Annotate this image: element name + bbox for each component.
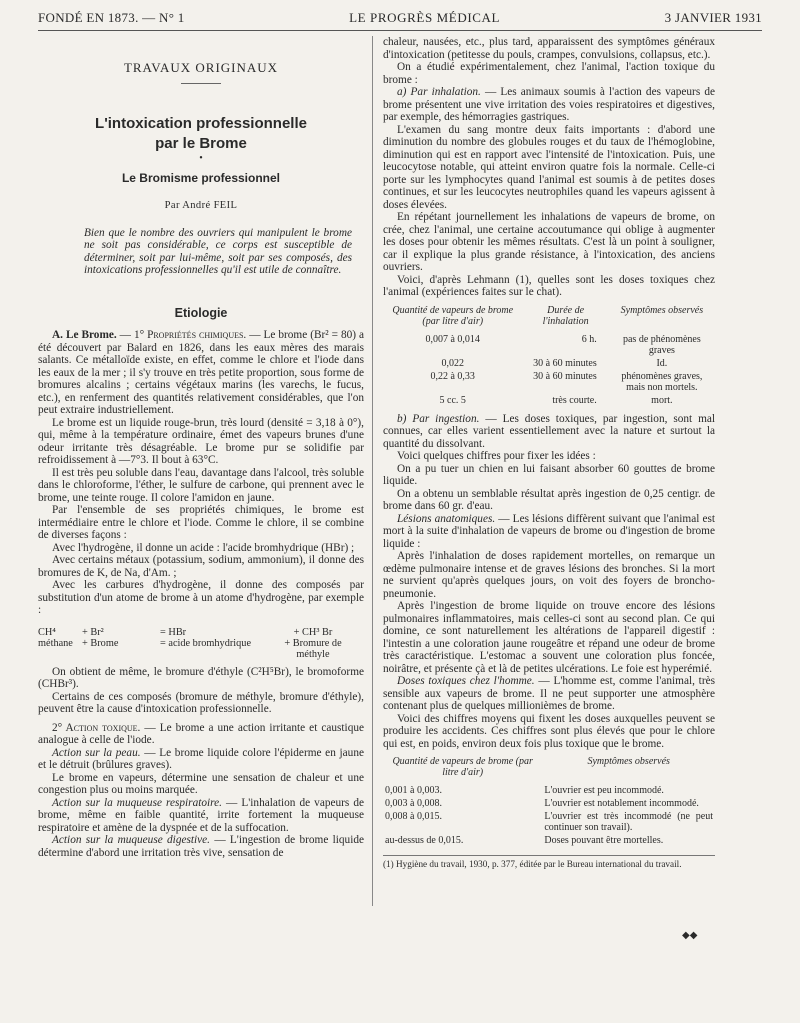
table-header: Symptômes observés (620, 304, 704, 316)
ornament: ◆◆ (682, 930, 698, 941)
table-cell: Doses pouvant être mortelles. (544, 835, 664, 846)
eq-cell: + CH³ Br (293, 626, 333, 638)
paragraph: Certains de ces composés (bromure de méthyle, bromure d'éthyle), peuvent être la cause d'intoxication professionnelle. (38, 690, 364, 715)
a-smallcaps: 1° Propriétés chimiques. (133, 329, 247, 341)
paragraph: Le brome en vapeurs, détermine une sensation de chaleur et une congestion plus ou moins marquée. (38, 771, 364, 796)
paragraph: On a étudié expérimentalement, chez l'animal, l'action toxique du brome : (383, 61, 715, 86)
paragraph: En répétant journellement les inhalations de vapeurs de brome, on crée, chez l'animal, une certaine accoutumance qui oblige à augmenter les doses pour obtenir les mêmes résultats. C'est là un point à souligner, car il explique la plus grande résistance, à l'intoxication, des anciens ouvriers. (383, 211, 715, 273)
table-cell: Id. (656, 357, 668, 369)
dig-label: Action sur la muqueuse digestive. (52, 834, 211, 846)
running-header (38, 10, 762, 26)
table-cell: L'ouvrier est notablement incommodé. (544, 798, 699, 809)
paragraph: Après l'ingestion de brome liquide on trouve encore des lésions pulmonaires inflammatoires, mais celles-ci sont au second plan. Ce qui domine, ce sont naturellement les altérations de l'appareil digestif : l'intestin a une coloration jaune rougeâtre et répand une odeur de brome très caractéristique. L'estomac a souvent une coloration plus foncée, noirâtre, et présente çà et là de petites ulcérations. Le foie est hyperémié. (383, 600, 715, 675)
eq-cell: = acide bromhydrique (160, 637, 252, 649)
paragraph-homme (383, 675, 715, 713)
paragraph-resp (38, 797, 364, 835)
header-rule (38, 30, 762, 31)
table-row (383, 810, 715, 834)
left-column (38, 40, 364, 859)
article-title (38, 114, 364, 154)
eq-cell: + Brome (82, 637, 119, 649)
tox-smallcaps: 2° Action toxique. (52, 721, 141, 734)
paragraph: chaleur, nausées, etc., plus tard, apparaissent des symptômes généraux d'intoxication (petitesse du pouls, crampes, convulsions, collapsus, etc.). (383, 36, 715, 61)
table-row (383, 834, 715, 847)
title-separator: • (199, 152, 203, 164)
footnote-rule (383, 855, 715, 856)
dig-text: — L'ingestion de brome liquide détermine d'abord une irritation très vive, sensation de (38, 834, 365, 859)
hom-label: Doses toxiques chez l'homme. (397, 675, 535, 687)
inh-label: a) Par inhalation. (397, 86, 481, 98)
table-cell: pas de phénomènes graves (622, 333, 701, 356)
chemical-equation (38, 627, 364, 660)
les-label: Lésions anatomiques. (397, 512, 496, 525)
paragraph: Avec l'hydrogène, il donne un acide : l'acide bromhydrique (HBr) ; (52, 541, 355, 554)
table-header: Quantité de vapeurs de brome (par litre d'air) (392, 304, 514, 327)
table-header: Durée de l'inhalation (542, 304, 589, 327)
table-cell: très courte. (552, 394, 597, 406)
resp-text: — L'inhalation de vapeurs de brome, même en faible quantité, irrite fortement la muqueuse respiratoire et amène de la dyspnée et de la suffocation. (38, 796, 364, 834)
section-heading: TRAVAUX ORIGINAUX (123, 60, 279, 75)
les-text: — Les lésions diffèrent suivant que l'animal est mort à la suite d'inhalation de vapeurs de brome ou d'ingestion de brome liquide : (383, 512, 715, 550)
paragraph: Voici, d'après Lehmann (1), quelles sont les doses toxiques chez l'animal (expériences faites sur le chat). (383, 273, 715, 298)
paragraph: L'examen du sang montre deux faits importants : d'abord une diminution du nombre des globules rouges et du taux de l'hémoglobine, diminution qui est en rapport avec l'intensité de l'intoxication. Puis, une leucocytose notable, qui atteint environ quatre fois la normale. Celle-ci porte sur les lymphocytes quand l'animal est soumis à de petites doses continues, et sur les leucocytes neutrophiles quand les vapeurs agissent à doses élevées. (383, 123, 715, 211)
hom-text: — L'homme est, comme l'animal, très sensible aux vapeurs de brome. Il ne peut supporter une atmosphère contenant plus de quelques millionièmes de brome. (383, 675, 715, 712)
paragraph: On a pu tuer un chien en lui faisant absorber 60 gouttes de brome liquide. (383, 462, 715, 487)
human-dose-table (383, 756, 715, 847)
table-header: Quantité de vapeurs de brome (par litre d'air) (392, 756, 533, 778)
tox-text: — Le brome a une action irritante et caustique analogue à celle de l'iode. (38, 721, 364, 746)
article-subtitle: Le Bromisme professionnel (121, 170, 281, 185)
animal-dose-table (383, 305, 715, 407)
resp-label: Action sur la muqueuse respiratoire. (52, 796, 222, 809)
table-cell: 5 cc. 5 (439, 394, 466, 406)
table-header-row (383, 756, 715, 784)
paragraph: Avec certains métaux (potassium, sodium, ammonium), il donne des bromures de K, de Na, d'Am. ; (38, 554, 364, 579)
table-row (383, 394, 715, 407)
a-label: A. Le Brome. (52, 329, 117, 341)
author-byline: Par André FEIL (164, 200, 238, 211)
paragraph-inhalation (383, 86, 715, 124)
table-cell: 30 à 60 minutes (533, 370, 597, 382)
footnote: (1) Hygiène du travail, 1930, p. 377, éditée par le Bureau international du travail. (383, 859, 682, 869)
table-header-row (383, 305, 715, 333)
table-header: Symptômes observés (587, 756, 670, 767)
column-divider (372, 36, 373, 906)
paragraph: Il est très peu soluble dans l'eau, davantage dans l'alcool, très soluble dans le chloroforme, l'éther, le sulfure de carbone, qui prennent avec le brome, une teinte rouge. Il colore l'amidon en jaune. (38, 466, 364, 504)
table-cell: au-dessus de 0,015. (385, 835, 464, 846)
eq-cell: = HBr (160, 626, 187, 638)
eq-cell: CH⁴ (38, 626, 56, 638)
table-cell: mort. (651, 394, 673, 406)
right-column (383, 36, 715, 870)
table-row (383, 357, 715, 370)
table-cell: L'ouvrier est peu incommodé. (544, 785, 664, 796)
table-cell: 0,003 à 0,008. (385, 798, 442, 809)
paragraph: Avec les carbures d'hydrogène, il donne des composés par substitution d'un atome de brome à un atome d'hydrogène, par exemple : (38, 579, 364, 616)
table-cell: 0,22 à 0,33 (430, 370, 475, 382)
table-row (383, 333, 715, 357)
table-cell: L'ouvrier est très incommodé (ne peut continuer son travail). (544, 811, 713, 833)
section-rule (181, 83, 221, 84)
eq-cell: + Br² (82, 626, 104, 638)
paragraph: Le brome est un liquide rouge-brun, très lourd (densité = 3,18 à 0°), qui, même à la température ordinaire, émet des vapeurs brunes d'une odeur irritante très désagréable. Le brome pur se solidifie par refroidissement à —7°3. Il bout à 63°C. (38, 416, 364, 466)
header-founded: FONDÉ EN 1873. — N° 1 (38, 10, 185, 25)
paragraph: Voici des chiffres moyens qui fixent les doses auxquelles peuvent se produire les accidents. Ces chiffres sont plus élevés que pour le chlore qui est, en poids, environ deux fois plus toxique que le brome. (383, 712, 715, 750)
eq-cell: + Bromure de méthyle (284, 637, 342, 660)
paragraph-lesions (383, 513, 715, 551)
paragraph: On a obtenu un semblable résultat après ingestion de 0,25 centigr. de brome dans 60 gr. d'eau. (383, 487, 715, 512)
abstract: Bien que le nombre des ouvriers qui manipulent le brome ne soit pas considérable, ce corps est susceptible de déterminer, soit par lui-même, soit par ses composés, des intoxications professionnelles qu'il est utile de connaître. (84, 226, 352, 276)
table-cell: 0,008 à 0,015. (385, 811, 442, 822)
paragraph-peau (38, 747, 364, 772)
header-journal-title: LE PROGRÈS MÉDICAL (349, 10, 501, 25)
etiologie-heading: Etiologie (174, 305, 228, 320)
paragraph-toxic (38, 722, 364, 747)
ing-label: b) Par ingestion. (397, 412, 480, 425)
paragraph-dig (38, 834, 364, 859)
paragraph-a: A. Le Brome. — 1° Propriétés chimiques. — Le brome (Br² = 80) a été découvert par Balard en 1826, dans les eaux mères des marais salants. Ce métalloïde existe, en effet, comme le chlore et l'iode dans les eaux de la mer ; il s'y trouve en très petite proportion, sous forme de bromures alcalins ; certains végétaux marins (les varechs, le fucus, etc.), en renferment des quantités relativement considérables, que l'on peut extraire industriellement. (38, 329, 364, 416)
table-row (383, 784, 715, 797)
peau-label: Action sur la peau. (52, 746, 141, 759)
title-line-1: L'intoxication professionnelle (95, 114, 307, 132)
paragraph: Après l'inhalation de doses rapidement mortelles, on remarque un œdème pulmonaire intense et de graves lésions des bronches. Si la mort ne survient qu'après quelques jours, on voit des foyers de broncho-pneumonie. (383, 550, 715, 600)
table-cell: 0,022 (441, 357, 464, 369)
eq-cell: méthane (38, 637, 73, 649)
a-text: — Le brome (Br² = 80) a été découvert par Balard en 1826, dans les eaux mères des marais salants. Ce métalloïde existe, en effet, comme le chlore et l'iode dans les eaux de la mer ; il s'y trouve en très petite proportion, sous forme de bromures alcalins ; certains végétaux marins (les varechs, le fucus, etc.), en renferment des quantités relativement considérables, que l'on peut extraire industriellement. (38, 329, 364, 416)
title-line-2: par le Brome (155, 134, 247, 152)
table-row (383, 797, 715, 810)
ing-text: — Les doses toxiques, par ingestion, sont mal connues, car elles varient essentiellement avec la nature et surtout la quantité du dissolvant. (383, 412, 716, 450)
peau-text: — Le brome liquide colore l'épiderme en jaune et le détruit (brûlures graves). (38, 746, 364, 771)
table-cell: 0,007 à 0,014 (425, 333, 480, 345)
paragraph: Voici quelques chiffres pour fixer les idées : (397, 450, 596, 462)
table-cell: 6 h. (581, 333, 597, 345)
paragraph: On obtient de même, le bromure d'éthyle (C²H⁵Br), le bromoforme (CHBr³). (38, 665, 364, 690)
table-row (383, 370, 715, 394)
header-date: 3 JANVIER 1931 (664, 10, 762, 25)
paragraph-ingestion (383, 413, 715, 451)
paragraph: Par l'ensemble de ses propriétés chimiques, le brome est intermédiaire entre le chlore et l'iode. Comme le chlore, il se combine de diverses façons : (38, 504, 364, 541)
table-cell: phénomènes graves, mais non mortels. (621, 370, 703, 393)
inh-text: — Les animaux soumis à l'action des vapeurs de brome présentent une vive irritation des voies respiratoires et digestives, par exemple, des hémorragies gastriques. (383, 86, 715, 123)
table-cell: 0,001 à 0,003. (385, 785, 442, 796)
table-cell: 30 à 60 minutes (533, 357, 597, 369)
